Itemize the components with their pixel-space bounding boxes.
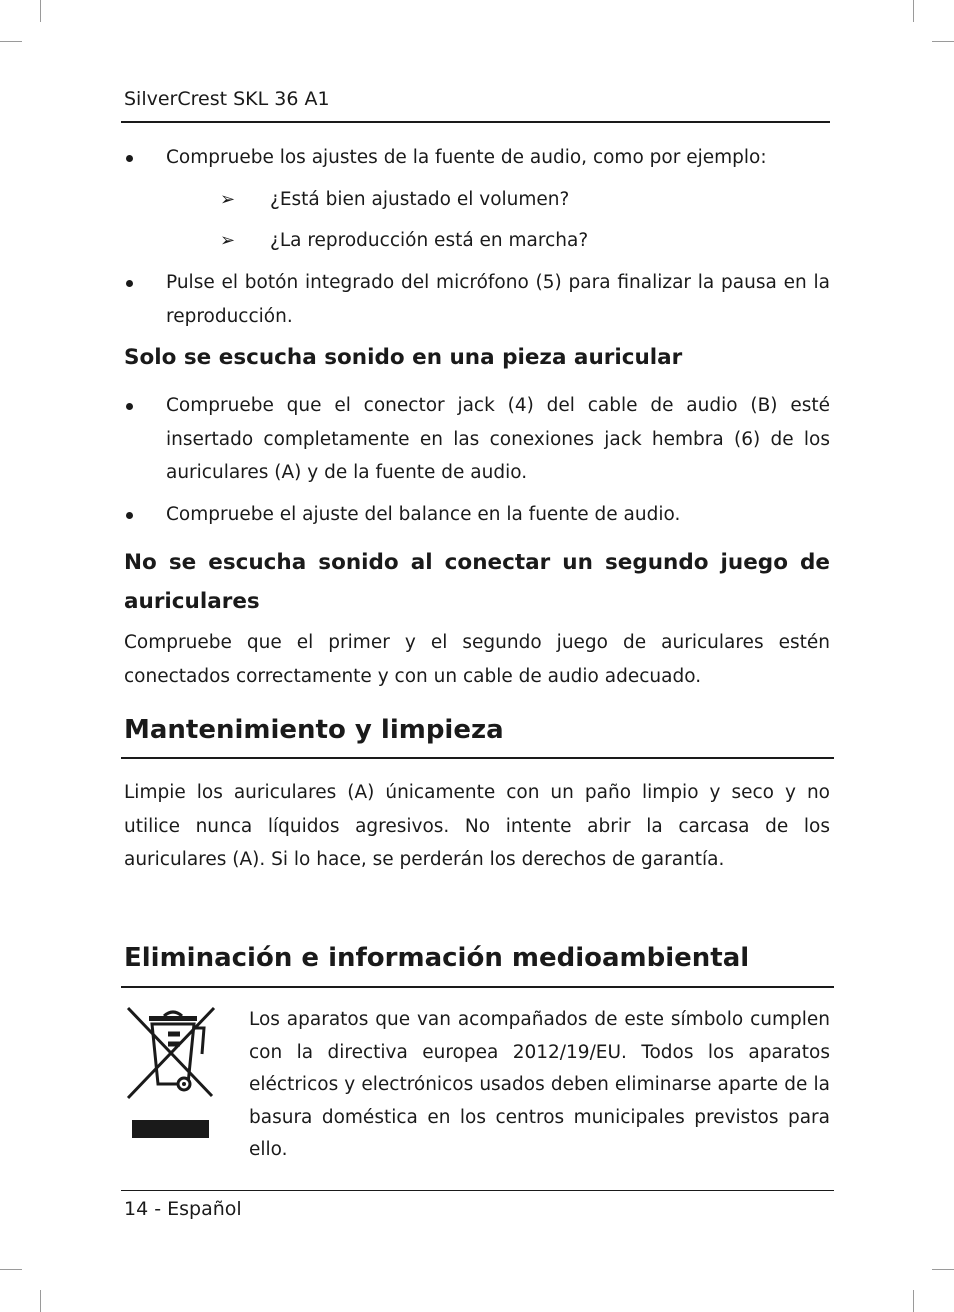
bullet-dot (126, 155, 133, 162)
crop-mark (913, 1290, 914, 1312)
arrow-bullet-icon: ➢ (220, 230, 236, 251)
list-sub-item: ¿La reproducción está en marcha? (270, 230, 589, 251)
list-sub-item: ¿Está bien ajustado el volumen? (270, 189, 570, 210)
arrow-bullet-icon: ➢ (220, 189, 236, 210)
crop-mark (932, 1269, 954, 1270)
paragraph: Los aparatos que van acompañados de este símbolo cumplen con la directiva europea 2012/19/EU. Todos los aparatos eléctricos y electrónicos usados deben eliminarse aparte de la basura doméstica en los centros municipales previstos para ello. (249, 1009, 830, 1160)
section-heading: Solo se escucha sonido en una pieza auricular (124, 345, 683, 370)
bullet-dot (126, 403, 133, 410)
header-title: SilverCrest SKL 36 A1 (124, 88, 330, 110)
footer-rule (121, 1190, 834, 1191)
list-item: Compruebe que el conector jack (4) del cable de audio (B) esté insertado completamente en las conexiones jack hembra (6) de los auriculares (A) y de la fuente de audio. (166, 395, 830, 483)
bullet-dot (126, 512, 133, 519)
page-number: 14 - Español (124, 1198, 242, 1220)
section-heading: Mantenimiento y limpieza (124, 715, 504, 745)
bullet-dot (126, 280, 133, 287)
section-heading: No se escucha sonido al conectar un segundo juego de auriculares (124, 550, 830, 614)
paragraph: Limpie los auriculares (A) únicamente con un paño limpio y seco y no utilice nunca líquidos agresivos. No intente abrir la carcasa de los auriculares (A). Si lo hace, se perderán los derechos de garantía. (124, 782, 830, 870)
crop-mark (932, 41, 954, 42)
list-item: Pulse el botón integrado del micrófono (5) para finalizar la pausa en la reproducción. (166, 272, 830, 327)
paragraph: Compruebe que el primer y el segundo juego de auriculares estén conectados correctamente y con un cable de audio adecuado. (124, 632, 830, 687)
section-rule (121, 986, 834, 988)
header-rule (121, 121, 830, 123)
crossed-out-wheelie-bin-icon (124, 1004, 218, 1142)
crop-mark (913, 0, 914, 22)
list-item: Compruebe los ajustes de la fuente de audio, como por ejemplo: (166, 147, 767, 168)
crop-mark (40, 1290, 41, 1312)
crop-mark (0, 41, 22, 42)
section-heading: Eliminación e información medioambiental (124, 943, 750, 973)
crop-mark (40, 0, 41, 22)
list-item: Compruebe el ajuste del balance en la fuente de audio. (166, 504, 681, 525)
crop-mark (0, 1269, 22, 1270)
section-rule (121, 757, 834, 759)
